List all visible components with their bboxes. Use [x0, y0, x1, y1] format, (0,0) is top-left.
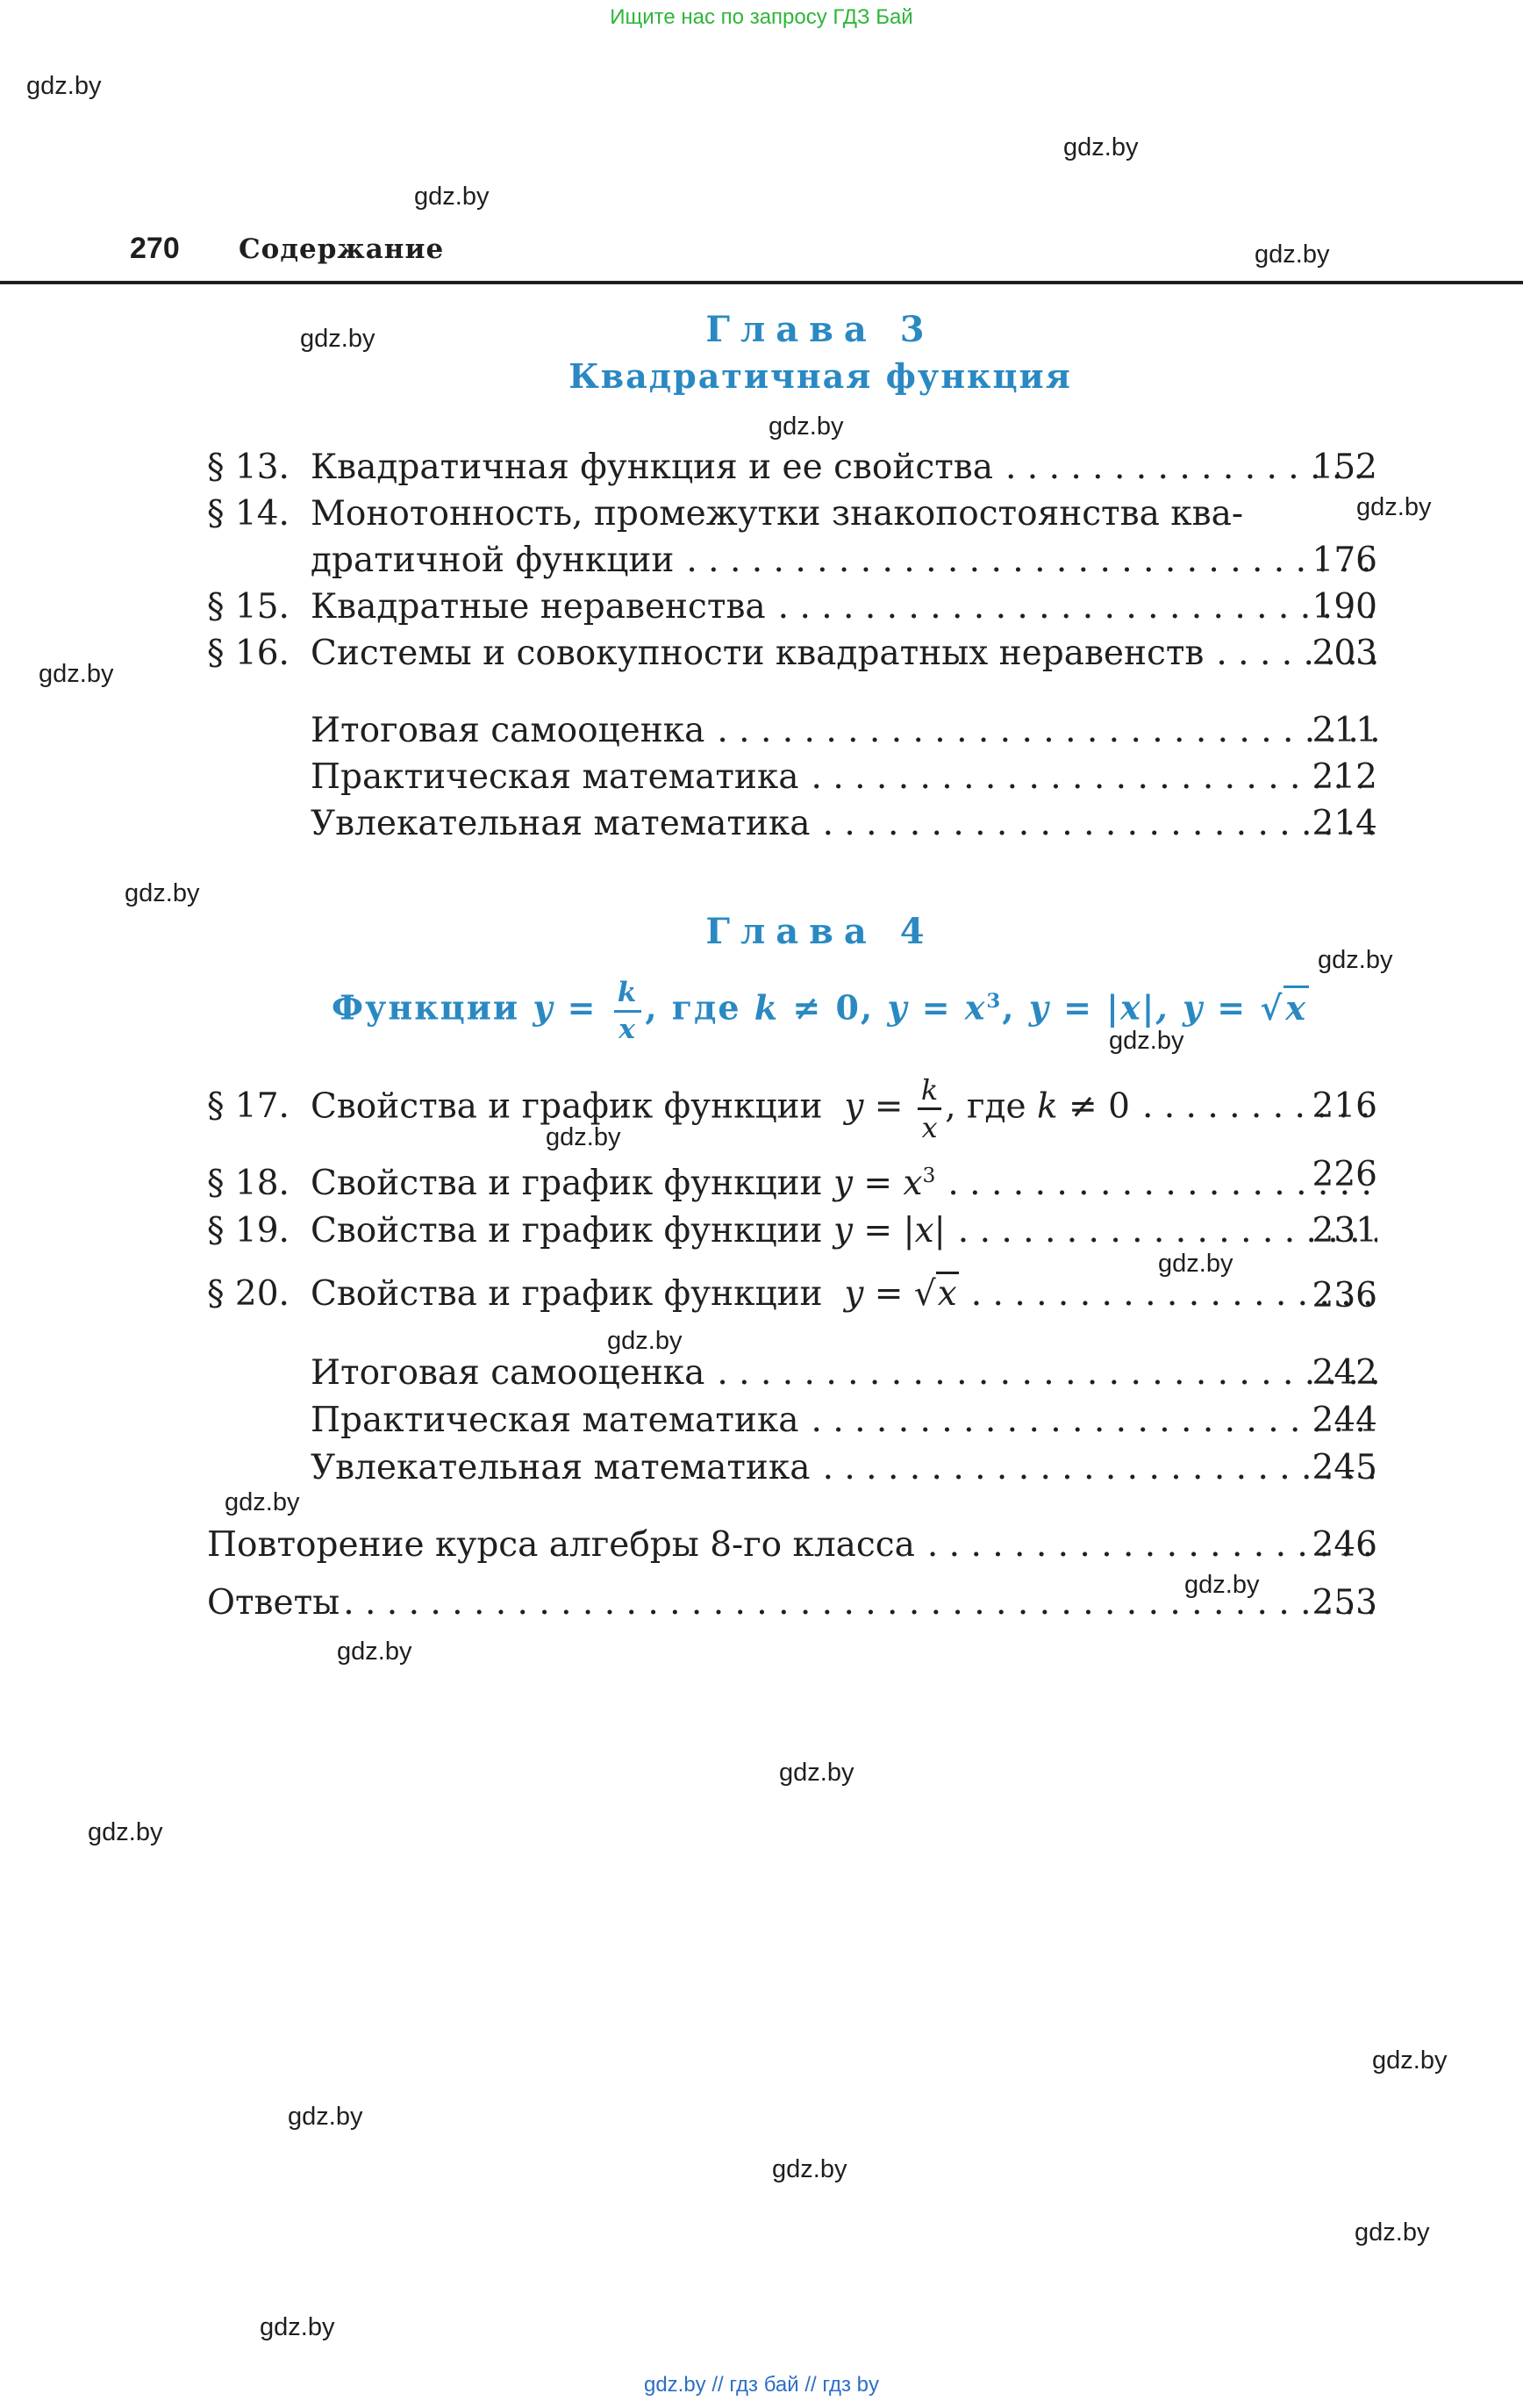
neq-zero: ≠ 0, [792, 987, 875, 1028]
toc-entry[interactable] [207, 1272, 1377, 1316]
section-number: § 19. [207, 1211, 290, 1251]
section-number: § 14. [207, 494, 290, 534]
toc-extra[interactable] [207, 1399, 1377, 1443]
entry-title: Итоговая самооценка [311, 1353, 705, 1393]
entry-title-text: Свойства и график функции [311, 1211, 823, 1251]
toc-entry[interactable] [207, 446, 1377, 490]
section-number: § 17. [207, 1086, 290, 1127]
entry-title [311, 1073, 1130, 1144]
watermark: gdz.by [125, 879, 200, 907]
neq-zero: ≠ 0 [1069, 1086, 1130, 1127]
section-number: § 20. [207, 1274, 290, 1314]
toc-review[interactable] [207, 1523, 1377, 1567]
toc-entry[interactable] [207, 585, 1377, 629]
var-y: y [844, 1274, 864, 1314]
dot-leader [674, 539, 1377, 583]
section-number: § 13. [207, 448, 290, 487]
entry-title: Квадратные неравенства [311, 587, 766, 627]
entry-page: 214 [1312, 804, 1377, 843]
equals-sign: = [863, 1164, 893, 1203]
entry-title: Увлекательная математика [311, 1448, 811, 1487]
entry-title: Ответы [207, 1583, 340, 1623]
entry-page: 244 [1312, 1401, 1377, 1440]
watermark: gdz.by [1109, 1027, 1184, 1055]
equals-sign: = [567, 987, 597, 1028]
radicand: x [936, 1272, 959, 1314]
var-y: y [833, 1164, 853, 1203]
entry-page: 246 [1312, 1525, 1377, 1565]
chapter-4-title-prefix: Функции [332, 987, 520, 1028]
watermark: gdz.by [88, 1818, 163, 1846]
var-y: y [533, 987, 554, 1028]
entry-title [311, 1209, 946, 1253]
watermark: gdz.by [414, 183, 490, 211]
entry-page: 216 [1312, 1086, 1377, 1126]
watermark: gdz.by [1355, 2218, 1430, 2247]
toc-entry[interactable] [207, 1209, 1377, 1253]
header-rule [0, 281, 1523, 284]
dot-leader [766, 585, 1377, 629]
sqrt-x: √x [914, 1272, 959, 1316]
section-number: § 16. [207, 634, 290, 673]
toc-extra[interactable] [207, 802, 1377, 846]
var-k: k [754, 987, 780, 1028]
entry-title: Увлекательная математика [311, 804, 811, 843]
entry-title: Итоговая самооценка [311, 711, 705, 750]
watermark: gdz.by [779, 1759, 854, 1787]
exponent: 3 [922, 1163, 936, 1187]
var-y: y [833, 1211, 853, 1251]
radicand: x [1283, 985, 1309, 1028]
abs-x: |x|, [1106, 987, 1169, 1028]
sqrt-x: √x [1260, 969, 1309, 1048]
comma: , [1002, 987, 1016, 1028]
toc-entry[interactable] [207, 492, 1377, 536]
equals-sign: = [874, 1274, 904, 1314]
entry-page: 212 [1312, 757, 1377, 797]
toc-extra[interactable] [207, 756, 1377, 799]
toc-extra[interactable] [207, 1351, 1377, 1395]
entry-title: Практическая математика [311, 1401, 799, 1440]
footer-links[interactable]: gdz.by // гдз бай // гдз by [643, 2373, 880, 2397]
page-number: 270 [130, 232, 180, 265]
toc-extra[interactable] [207, 709, 1377, 753]
watermark: gdz.by [1158, 1250, 1233, 1278]
toc-entry[interactable] [207, 632, 1377, 676]
equals-sign: = [863, 1211, 893, 1251]
chapter-3-label: Глава 3 [705, 309, 935, 350]
watermark: gdz.by [288, 2103, 363, 2131]
entry-page: 236 [1312, 1276, 1377, 1315]
watermark: gdz.by [1063, 133, 1139, 161]
toc-entry[interactable] [207, 1073, 1377, 1144]
entry-page: 253 [1312, 1583, 1377, 1623]
abs-x: |x| [903, 1211, 946, 1251]
denominator: x [618, 1013, 637, 1045]
entry-page: 152 [1312, 448, 1377, 487]
chapter-4-label: Глава 4 [705, 911, 935, 952]
entry-page: 176 [1312, 541, 1377, 580]
entry-page: 203 [1312, 634, 1377, 673]
toc-answers[interactable] [207, 1581, 1377, 1625]
toc-entry[interactable] [207, 1153, 1377, 1203]
fraction-k-over-x [918, 1073, 941, 1144]
var-y: y [844, 1086, 864, 1127]
watermark: gdz.by [769, 412, 844, 441]
watermark: gdz.by [225, 1488, 300, 1516]
entry-page: 190 [1312, 587, 1377, 627]
entry-page: 242 [1312, 1353, 1377, 1393]
watermark: gdz.by [26, 72, 102, 100]
numerator: k [614, 979, 642, 1013]
equals-sign: = [874, 1086, 904, 1127]
toc-entry-continuation[interactable] [207, 539, 1377, 583]
entry-page: 211 [1312, 711, 1377, 750]
equals-sign: = [1217, 987, 1248, 1028]
watermark: gdz.by [772, 2155, 847, 2183]
entry-title [311, 1272, 959, 1316]
entry-page: 245 [1312, 1448, 1377, 1487]
entry-title: Системы и совокупности квадратных неравенств [311, 634, 1205, 673]
var-k: k [1037, 1086, 1058, 1127]
watermark: gdz.by [39, 660, 114, 688]
running-title: Содержание [239, 233, 445, 265]
watermark: gdz.by [260, 2313, 335, 2341]
dot-leader [340, 1581, 1377, 1625]
watermark: gdz.by [337, 1638, 412, 1666]
entry-title [311, 1153, 935, 1206]
var-x: x [914, 1211, 934, 1251]
var-y: y [887, 987, 909, 1028]
equals-sign: = [921, 987, 952, 1028]
exponent: 3 [986, 990, 1003, 1013]
entry-title: дратичной функции [311, 541, 675, 580]
entry-title: Практическая математика [311, 757, 799, 797]
section-number: § 15. [207, 587, 290, 627]
entry-page: 226 [1312, 1155, 1377, 1194]
toc-extra[interactable] [207, 1446, 1377, 1490]
where-text: , где [645, 987, 741, 1028]
entry-title: Монотонность, промежутки знакопостоянства ква- [311, 494, 1243, 534]
watermark: gdz.by [300, 325, 375, 353]
chapter-4-title [207, 962, 1434, 1048]
entry-title-text: Свойства и график функции [311, 1274, 823, 1314]
var-x: x [903, 1164, 923, 1203]
watermark: gdz.by [1318, 946, 1393, 974]
search-banner[interactable]: Ищите нас по запросу ГДЗ Бай [610, 5, 913, 29]
var-y: y [1182, 987, 1205, 1028]
denominator: x [921, 1110, 938, 1144]
entry-title: Повторение курса алгебры 8-го класса [207, 1525, 915, 1565]
var-x: x [964, 987, 987, 1028]
entry-page: 231 [1312, 1211, 1377, 1251]
entry-title-text: Свойства и график функции [311, 1086, 823, 1127]
watermark: gdz.by [1184, 1571, 1260, 1599]
watermark: gdz.by [1356, 493, 1432, 521]
watermark: gdz.by [546, 1123, 621, 1151]
entry-title-text: Свойства и график функции [311, 1164, 823, 1203]
watermark: gdz.by [1255, 240, 1330, 269]
equals-sign: = [1063, 987, 1093, 1028]
watermark: gdz.by [607, 1327, 683, 1355]
numerator: k [918, 1076, 941, 1110]
section-number: § 18. [207, 1164, 290, 1203]
var-y: y [1028, 987, 1050, 1028]
watermark: gdz.by [1372, 2046, 1448, 2075]
chapter-3-title: Квадратичная функция [568, 356, 1072, 396]
dot-leader [704, 709, 1377, 753]
entry-title: Квадратичная функция и ее свойства [311, 448, 993, 487]
fraction-k-over-x [614, 976, 642, 1045]
dot-leader [704, 1351, 1377, 1395]
where-text: , где [945, 1086, 1026, 1127]
